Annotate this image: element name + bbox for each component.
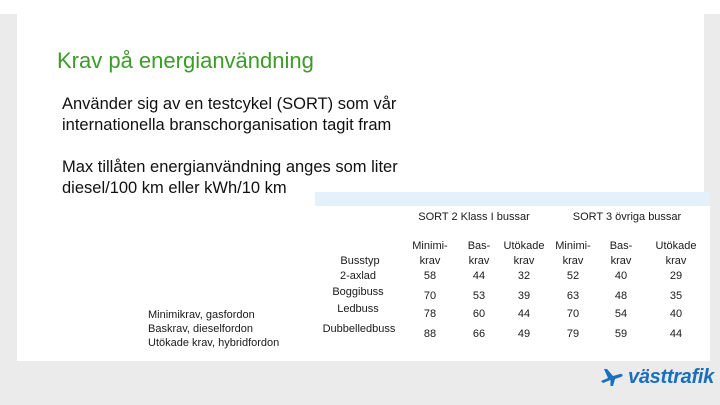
paragraph-sort-line-2: internationella branschorganisation tagit fram xyxy=(62,116,392,134)
table-cell: 88 xyxy=(423,328,437,340)
table-cell: 54 xyxy=(614,308,628,320)
row-label: 2-axlad xyxy=(339,270,377,282)
legend-line-2: Baskrav, dieselfordon xyxy=(148,323,253,335)
paragraph-sort-line-1: Använder sig av en testcykel (SORT) som vår xyxy=(62,95,397,113)
legend-line-3: Utökade krav, hybridfordon xyxy=(148,337,280,349)
table-cell: 78 xyxy=(423,308,437,320)
column-header-line-1: Utökade xyxy=(655,240,697,252)
table-cell: 40 xyxy=(614,270,628,282)
table-header-bar xyxy=(315,192,710,206)
table-cell: 35 xyxy=(669,290,683,302)
slide-title: Krav på energianvändning xyxy=(57,48,314,73)
column-header-line-1: Utökade xyxy=(503,240,545,252)
table-cell: 60 xyxy=(472,308,486,320)
airplane-icon xyxy=(598,366,624,388)
table-cell: 44 xyxy=(517,308,531,320)
paragraph-sort xyxy=(62,94,396,136)
table-cell: 44 xyxy=(472,270,486,282)
group-header-sort3: SORT 3 övriga bussar xyxy=(572,211,682,223)
paragraph-max-energy-line-1: Max tillåten energianvändning anges som liter xyxy=(62,158,398,176)
table-cell: 49 xyxy=(517,328,531,340)
group-header-sort2: SORT 2 Klass I bussar xyxy=(418,211,530,223)
table-cell: 53 xyxy=(472,290,486,302)
table-cell: 70 xyxy=(423,290,437,302)
column-header-line-2: krav xyxy=(468,255,490,267)
table-cell: 66 xyxy=(472,328,486,340)
row-header-busstyp: Busstyp xyxy=(340,255,380,267)
column-header-line-1: Minimi- xyxy=(412,240,448,252)
row-label: Dubbelledbuss xyxy=(322,323,396,335)
column-header-line-1: Bas- xyxy=(467,240,491,252)
table-cell: 29 xyxy=(669,270,683,282)
column-header-line-2: krav xyxy=(665,255,687,267)
column-header-line-2: krav xyxy=(513,255,535,267)
vasttrafik-logo xyxy=(598,365,714,389)
table-cell: 63 xyxy=(566,290,580,302)
table-cell: 32 xyxy=(517,270,531,282)
logo-text: västtrafik xyxy=(628,365,714,388)
table-cell: 39 xyxy=(517,290,531,302)
column-header-line-1: Bas- xyxy=(609,240,633,252)
table-cell: 79 xyxy=(566,328,580,340)
column-header-line-2: krav xyxy=(419,255,441,267)
table-cell: 59 xyxy=(614,328,628,340)
column-header-line-2: krav xyxy=(562,255,584,267)
table-cell: 52 xyxy=(566,270,580,282)
table-cell: 48 xyxy=(614,290,628,302)
row-label: Boggibuss xyxy=(332,286,384,298)
column-header-line-1: Minimi- xyxy=(555,240,591,252)
paragraph-max-energy-line-2: diesel/100 km eller kWh/10 km xyxy=(62,179,287,197)
table-cell: 44 xyxy=(669,328,683,340)
top-strip xyxy=(0,0,720,14)
table-cell: 70 xyxy=(566,308,580,320)
legend-line-1: Minimikrav, gasfordon xyxy=(148,309,255,321)
table-cell: 40 xyxy=(669,308,683,320)
requirement-legend xyxy=(148,308,279,350)
column-header-line-2: krav xyxy=(610,255,632,267)
table-cell: 58 xyxy=(423,270,437,282)
row-label: Ledbuss xyxy=(337,303,379,315)
